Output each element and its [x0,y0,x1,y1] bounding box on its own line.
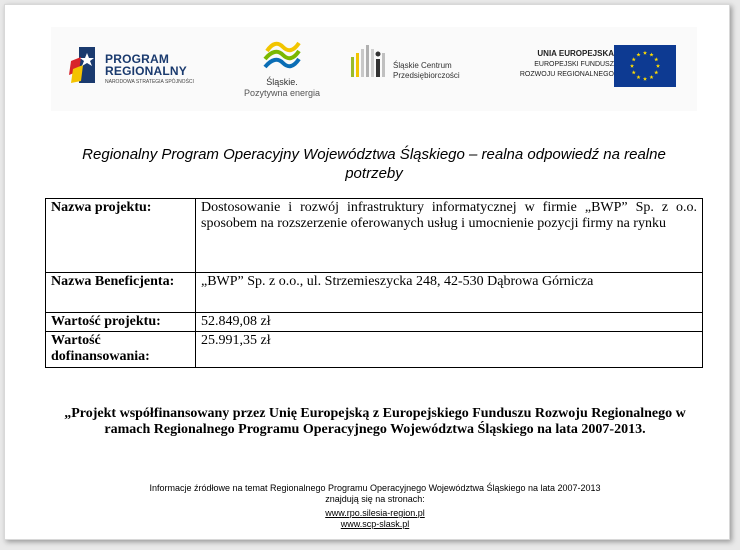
unia-line1: UNIA EUROPEJSKA [537,49,614,58]
slaskie-line1: Śląskie. [266,77,298,87]
scp-line1: Śląskie Centrum [393,61,452,70]
beneficiary-value: „BWP” Sp. z o.o., ul. Strzemieszycka 248, 42-530 Dąbrowa Górnicza [196,273,703,313]
rpo-website-link[interactable]: www.rpo.silesia-region.pl [325,508,425,518]
cofinancing-label: Wartość dofinansowania: [46,332,196,368]
headline: Regionalny Program Operacyjny Województwa Śląskiego – realna odpowiedź na realne potrzeby [82,146,666,182]
program-regionalny-line2: REGIONALNY [105,64,188,78]
program-regionalny-line1: PROGRAM [105,52,170,66]
slaskie-logo [241,37,321,103]
unia-europejska-logo [501,45,686,89]
project-info-table [45,198,703,368]
program-regionalny-emblem-icon [69,45,101,87]
program-regionalny-line3: NARODOWA STRATEGIA SPÓJNOŚCI [105,79,194,85]
eu-flag-icon [614,45,676,87]
table-row [46,313,703,332]
beneficiary-label: Nazwa Beneficjenta: [46,273,196,313]
table-row [46,199,703,273]
project-value-value: 52.849,08 zł [196,313,703,332]
slaskie-line2: Pozytywna energia [243,88,321,98]
source-info-line2: znajdują się na stronach: [325,494,425,504]
slaskie-waves-icon [263,37,301,75]
unia-line2: EUROPEJSKI FUNDUSZ [534,61,614,68]
logo-bar [51,27,697,111]
table-row [46,273,703,313]
project-value-label: Wartość projektu: [46,313,196,332]
scp-line2: Przedsiębiorczości [393,71,460,80]
cofinance-statement: „Projekt współfinansowany przez Unię Europejską z Europejskiego Funduszu Rozwoju Regionalnego w ramach Regionalnego Programu Operacyjnego Województwa Śląskiego na lata 2007-2013. [64,406,686,437]
document-page [4,4,730,540]
cofinancing-value: 25.991,35 zł [196,332,703,368]
project-name-label: Nazwa projektu: [46,199,196,273]
table-row [46,332,703,368]
scp-logo [351,43,481,87]
program-regionalny-logo [69,45,219,95]
scp-bars-icon [351,43,389,83]
unia-line3: ROZWOJU REGIONALNEGO [519,71,614,78]
project-name-value: Dostosowanie i rozwój infrastruktury informatycznej w firmie „BWP” Sp. z o.o. sposobem na rozszerzenie oferowanych usług i umocnienie pozycji firmy na rynku [196,199,703,273]
source-info [65,483,685,505]
scp-website-link[interactable]: www.scp-slask.pl [340,519,410,529]
source-info-line1: Informacje źródłowe na temat Regionalnego Programu Operacyjnego Województwa Śląskiego na lata 2007-2013 [149,483,601,493]
